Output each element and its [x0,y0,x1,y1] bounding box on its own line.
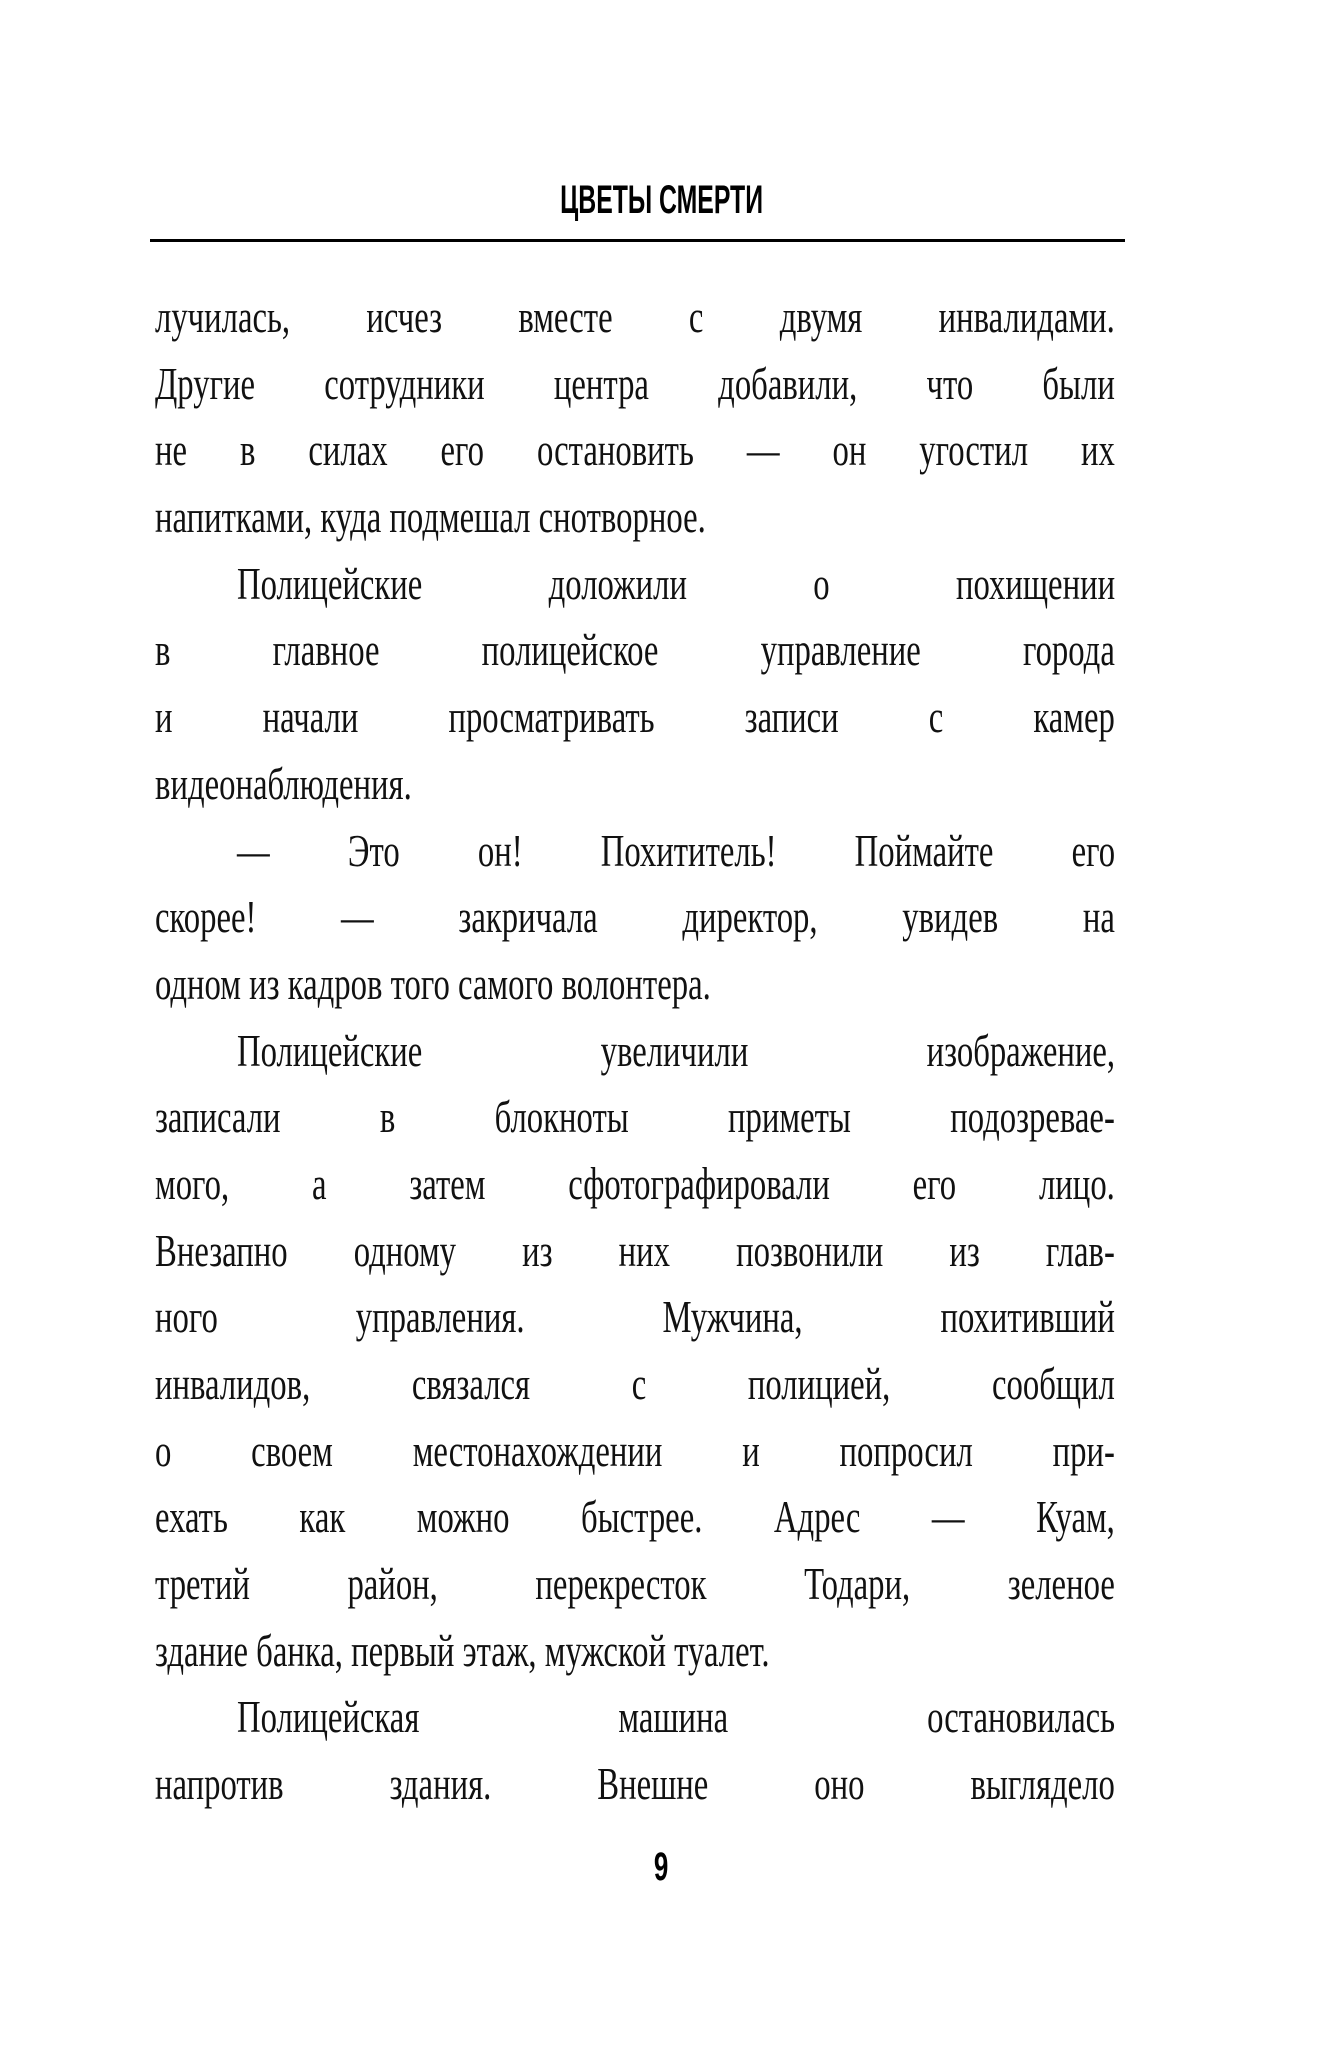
text-line-content: записали в блокноты приметы подозревае- [155,1091,1115,1143]
text-line [155,1084,1115,1151]
text-line-content: напитками, куда подмешал снотворное. [155,491,706,543]
text-line-content: мого, а затем сфотографировали его лицо. [155,1157,1115,1209]
text-line-content: скорее! — закричала директор, увидев на [155,891,1115,943]
text-line [155,1751,1115,1818]
text-line [155,551,1115,618]
text-line-content: в главное полицейское управление города [155,624,1115,676]
text-line-content: Полицейские доложили о похищении [237,557,1116,609]
page-number-value: 9 [654,1845,669,1889]
text-line [155,1018,1115,1085]
text-line-content: напротив здания. Внешне оно выглядело [155,1758,1115,1810]
text-line-content: одном из кадров того самого волонтера. [155,957,711,1009]
text-line-content: ехать как можно быстрее. Адрес — Куам, [155,1491,1115,1543]
text-line [155,1618,1115,1685]
text-line-content: Полицейские увеличили изображение, [237,1024,1116,1076]
text-line-content: и начали просматривать записи с камер [155,691,1115,743]
text-line-content: о своем местонахождении и попросил при- [155,1424,1115,1476]
text-line [155,884,1115,951]
text-line [155,1484,1115,1551]
text-line [155,351,1115,418]
text-line-content: третий район, перекресток Тодари, зеленое [155,1558,1115,1610]
running-head [0,178,1323,223]
text-line [155,1284,1115,1351]
text-line-content: видеонаблюдения. [155,757,412,809]
text-line [155,1151,1115,1218]
text-line [155,417,1115,484]
text-line-content: лучилась, исчез вместе с двумя инвалидами. [155,291,1115,342]
page-number [0,1845,1323,1890]
text-line-content: — Это он! Похититель! Поймайте его [237,824,1116,876]
text-line [155,1218,1115,1285]
header-rule [150,239,1125,242]
text-line [155,818,1115,885]
text-line [155,951,1115,1018]
text-line-content: ного управления. Мужчина, похитивший [155,1291,1115,1343]
body-text [155,284,1115,1818]
text-line-content: инвалидов, связался с полицией, сообщил [155,1358,1115,1409]
text-line [155,684,1115,751]
running-title: ЦВЕТЫ СМЕРТИ [560,178,763,222]
text-line-content: Внезапно одному из них позвонили из глав- [155,1224,1115,1276]
text-line [155,617,1115,684]
text-line-content: здание банка, первый этаж, мужской туалет. [155,1624,770,1676]
text-line [155,751,1115,818]
text-line [155,284,1115,351]
text-line-content: Полицейская машина остановилась [237,1691,1116,1743]
text-line [155,1551,1115,1618]
text-line [155,1684,1115,1751]
text-line [155,1351,1115,1418]
text-line [155,484,1115,551]
text-line [155,1418,1115,1485]
text-line-content: Другие сотрудники центра добавили, что были [155,357,1115,409]
text-line-content: не в силах его остановить — он угостил их [155,424,1115,476]
